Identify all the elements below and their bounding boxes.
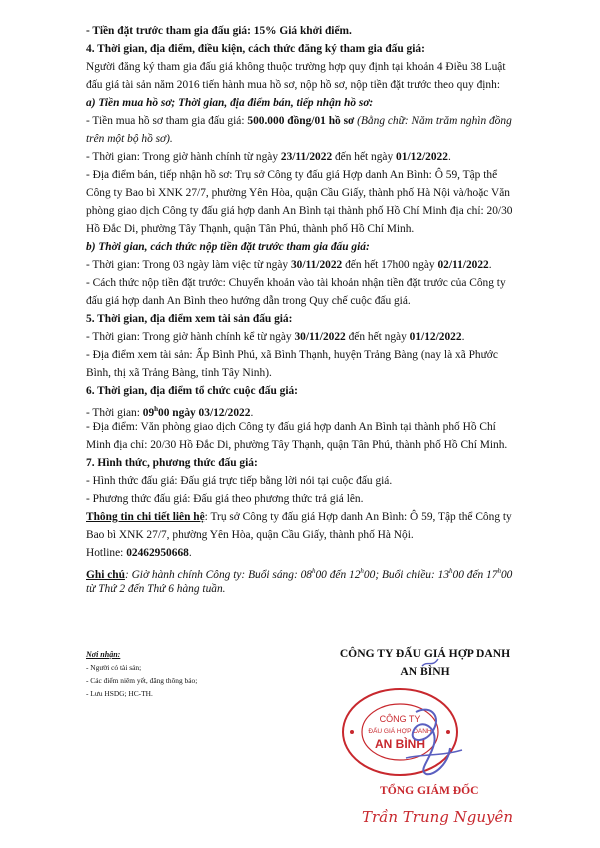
company-name-line2: AN BÌNH [400, 665, 450, 678]
note-line: từ Thứ 2 đến Thứ 6 hàng tuần. [86, 583, 226, 595]
svg-text:CÔNG TY: CÔNG TY [379, 714, 421, 724]
deposit-time-line: - Thời gian: Trong 03 ngày làm việc từ ngày 30/11/2022 đến hết 17h00 ngày 02/11/2022. [86, 259, 492, 271]
section-7-heading: 7. Hình thức, phương thức đấu giá: [86, 457, 258, 469]
paragraph-line: phòng giao dịch Công ty đấu giá hợp danh An Bình tại thành phố Hồ Chí Minh địa chỉ: 20/30 [86, 205, 513, 217]
paragraph-line: - Hình thức đấu giá: Đấu giá trực tiếp bằng lời nói tại cuộc đấu giá. [86, 475, 393, 487]
note-line: Ghi chú: Giờ hành chính Công ty: Buổi sáng: 08$^h$00 đến 12$^h$00; Buổi chiều: 13$^h$00 đến 17$^h$00 [86, 567, 513, 581]
paragraph-line: Bình, thị xã Trảng Bàng, tỉnh Tây Ninh). [86, 367, 272, 379]
signer-title: TỔNG GIÁM ĐỐC [380, 784, 479, 797]
sale-time-line: - Thời gian: Trong giờ hành chính từ ngày 23/11/2022 đến hết ngày 01/12/2022. [86, 151, 451, 163]
section-5-heading: 5. Thời gian, địa điểm xem tài sản đấu giá: [86, 313, 293, 325]
paragraph-line: - Phương thức đấu giá: Đấu giá theo phương thức trả giá lên. [86, 493, 364, 505]
signer-name: Trần Trung Nguyên [362, 808, 514, 826]
paragraph-line: - Cách thức nộp tiền đặt trước: Chuyển khoản vào tài khoản nhận tiền đặt trước của Công ty [86, 277, 506, 289]
paragraph-line: đấu giá hợp danh An Bình theo hướng dẫn trong Quy chế cuộc đấu giá. [86, 295, 411, 307]
recipients-heading: Nơi nhận: [86, 650, 121, 659]
svg-text:AN BÌNH: AN BÌNH [375, 737, 425, 751]
fee-words-line: trên một bộ hồ sơ). [86, 133, 173, 145]
pen-mark-icon [420, 656, 440, 670]
recipients-list [86, 648, 306, 700]
paragraph-line: - Địa điểm xem tài sản: Ấp Bình Phú, xã Bình Thạnh, huyện Trảng Bàng (nay là xã Phước [86, 349, 498, 361]
paragraph-line: Minh địa chỉ: 20/30 Hồ Đắc Di, phường Tây Thạnh, quận Tân Phú, thành phố Hồ Chí Minh. [86, 439, 508, 451]
paragraph-line: Bao bì XNK 27/7, phường Yên Hòa, quận Cầu Giấy, thành phố Hà Nội. [86, 529, 414, 541]
paragraph-line: Hồ Đắc Di, phường Tây Thạnh, quận Tân Phú, thành phố Hồ Chí Minh. [86, 223, 415, 235]
company-name-line1: CÔNG TY ĐẤU GIÁ HỢP DANH [339, 647, 511, 660]
handwritten-signature [398, 704, 468, 776]
deposit-line: - Tiền đặt trước tham gia đấu giá: 15% Giá khởi điểm. [86, 25, 352, 37]
section-4-heading: 4. Thời gian, địa điểm, điều kiện, cách thức đăng ký tham gia đấu giá: [86, 43, 425, 55]
contact-line: Thông tin chi tiết liên hệ: Trụ sở Công ty đấu giá Hợp danh An Bình: Ô 59, Tập thể Công ty [86, 511, 512, 523]
fee-line: - Tiền mua hồ sơ tham gia đấu giá: 500.000 đồng/01 hồ sơ (Bằng chữ: Năm trăm nghìn đồng [86, 115, 512, 127]
section-6-heading: 6. Thời gian, địa điểm tổ chức cuộc đấu giá: [86, 385, 298, 397]
viewing-time-line: - Thời gian: Trong giờ hành chính kể từ ngày 30/11/2022 đến hết ngày 01/12/2022. [86, 331, 465, 343]
paragraph-line: đấu giá tài sản năm 2016 tiến hành mua hồ sơ, nộp hồ sơ, nộp tiền đặt trước theo quy định: [86, 79, 500, 91]
recipient-item: - Lưu HSDG; HC-TH. [86, 689, 153, 698]
paragraph-line: - Địa điểm: Văn phòng giao dịch Công ty đấu giá hợp danh An Bình tại thành phố Hồ Chí [86, 421, 496, 433]
subsection-b-heading: b) Thời gian, cách thức nộp tiền đặt trước tham gia đấu giá: [86, 241, 370, 253]
recipient-item: - Người có tài sản; [86, 663, 142, 672]
svg-text:ĐẤU GIÁ HỢP DANH: ĐẤU GIÁ HỢP DANH [368, 728, 432, 735]
auction-time-line: - Thời gian: 09$^h$00 ngày 03/12/2022. [86, 405, 254, 419]
hotline-line: Hotline: 02462950668. [86, 547, 192, 559]
paragraph-line: - Địa điểm bán, tiếp nhận hồ sơ: Trụ sở Công ty đấu giá Hợp danh An Bình: Ô 59, Tập thể [86, 169, 498, 181]
recipient-item: - Các điểm niêm yết, đăng thông báo; [86, 676, 198, 685]
subsection-a-heading: a) Tiền mua hồ sơ; Thời gian, địa điểm bán, tiếp nhận hồ sơ: [86, 97, 374, 109]
paragraph-line: Người đăng ký tham gia đấu giá không thuộc trường hợp quy định tại khoản 4 Điều 38 Luật [86, 61, 506, 73]
paragraph-line: Công ty Bao bì XNK 27/7, phường Yên Hòa, quận Cầu Giấy, thành phố Hà Nội và/hoặc Văn [86, 187, 510, 199]
